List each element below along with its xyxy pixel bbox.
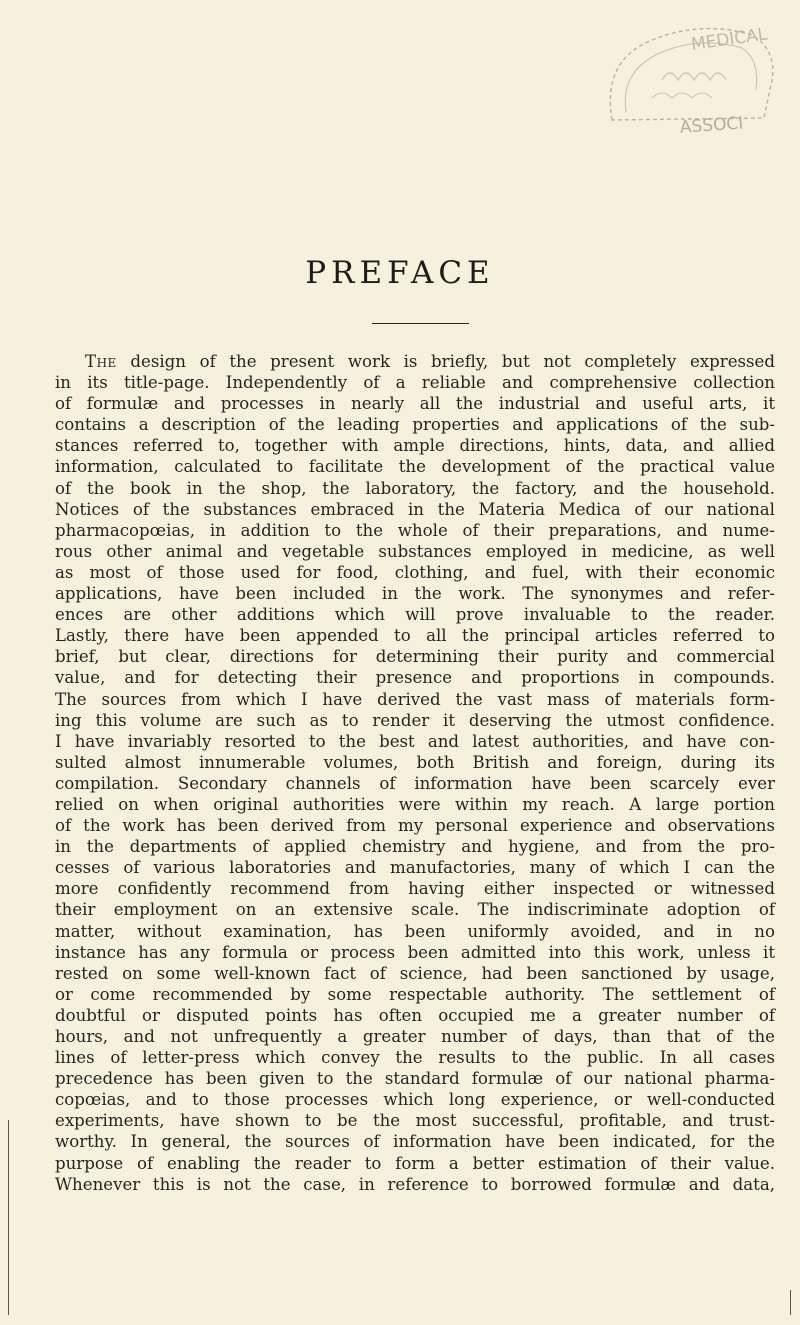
text-line: in the departments of applied chemistry and hygiene, and from the pro-: [55, 837, 775, 857]
text-line: rous other animal and vegetable substances employed in medicine, as well: [55, 541, 775, 561]
text-line: relied on when original authorities were within my reach. A large portion: [55, 794, 775, 814]
text-line: applications, have been included in the work. The synonymes and refer-: [55, 584, 775, 604]
preface-text: [55, 351, 775, 1195]
gutter-shadow-line: [8, 1120, 9, 1315]
text-line: Lastly, there have been appended to all the principal articles referred to: [55, 626, 775, 646]
text-line: or come recommended by some respectable authority. The settlement of: [55, 984, 775, 1004]
text-line: doubtful or disputed points has often occupied me a greater number of: [55, 1005, 775, 1025]
text-lines: [55, 372, 775, 1195]
text-line: Notices of the substances embraced in the Materia Medica of our national: [55, 499, 775, 519]
stamp-top-text: MEDICAL: [689, 24, 769, 55]
text-line: value, and for detecting their presence and proportions in compounds.: [55, 668, 775, 688]
paragraph-first-line: [55, 351, 775, 372]
text-line: of formulæ and processes in nearly all the industrial and useful arts, it: [55, 394, 775, 414]
text-line: their employment on an extensive scale. The indiscriminate adoption of: [55, 900, 775, 920]
text-line: of the work has been derived from my personal experience and observations: [55, 816, 775, 836]
text-line: rested on some well-known fact of science, had been sanctioned by usage,: [55, 963, 775, 983]
text-line: of the book in the shop, the laboratory, the factory, and the household.: [55, 478, 775, 498]
text-line: copœias, and to those processes which long experience, or well-conducted: [55, 1090, 775, 1110]
text-line: lines of letter-press which convey the results to the public. In all cases: [55, 1048, 775, 1068]
text-line: as most of those used for food, clothing, and fuel, with their economic: [55, 562, 775, 582]
text-line: contains a description of the leading properties and applications of the sub-: [55, 415, 775, 435]
text-line: cesses of various laboratories and manufactories, many of which I can the: [55, 858, 775, 878]
text-line: more confidently recommend from having either inspected or witnessed: [55, 879, 775, 899]
page-title: PREFACE: [305, 255, 495, 291]
text-line: purpose of enabling the reader to form a better estimation of their value.: [55, 1153, 775, 1173]
page-edge-mark: [790, 1290, 791, 1315]
text-line: The sources from which I have derived the vast mass of materials form-: [55, 689, 775, 709]
text-line: instance has any formula or process been admitted into this work, unless it: [55, 942, 775, 962]
text-line: experiments, have shown to be the most successful, profitable, and trust-: [55, 1111, 775, 1131]
first-line-text: design of the present work is briefly, but not completely expressed: [130, 352, 775, 371]
text-line: in its title-page. Independently of a reliable and comprehensive collection: [55, 373, 775, 393]
text-line: information, calculated to facilitate the development of the practical value: [55, 457, 775, 477]
text-line: ing this volume are such as to render it deserving the utmost confidence.: [55, 710, 775, 730]
text-line: worthy. In general, the sources of information have been indicated, for the: [55, 1132, 775, 1152]
text-line: pharmacopœias, in addition to the whole of their preparations, and nume-: [55, 520, 775, 540]
title-divider: [372, 323, 469, 324]
text-line: I have invariably resorted to the best and latest authorities, and have con-: [55, 731, 775, 751]
library-stamp: [592, 20, 782, 138]
text-line: ences are other additions which will prove invaluable to the reader.: [55, 605, 775, 625]
text-line: matter, without examination, has been uniformly avoided, and in no: [55, 921, 775, 941]
text-line: brief, but clear, directions for determining their purity and commercial: [55, 647, 775, 667]
stamp-bottom-text: ASSOCI: [679, 113, 744, 138]
text-line: sulted almost innumerable volumes, both British and foreign, during its: [55, 752, 775, 772]
text-line: precedence has been given to the standard formulæ of our national pharma-: [55, 1069, 775, 1089]
lead-word: The: [85, 352, 117, 371]
text-line: Whenever this is not the case, in reference to borrowed formulæ and data,: [55, 1174, 775, 1194]
text-line: compilation. Secondary channels of information have been scarcely ever: [55, 773, 775, 793]
text-line: stances referred to, together with ample directions, hints, data, and allied: [55, 436, 775, 456]
text-line: hours, and not unfrequently a greater number of days, than that of the: [55, 1027, 775, 1046]
